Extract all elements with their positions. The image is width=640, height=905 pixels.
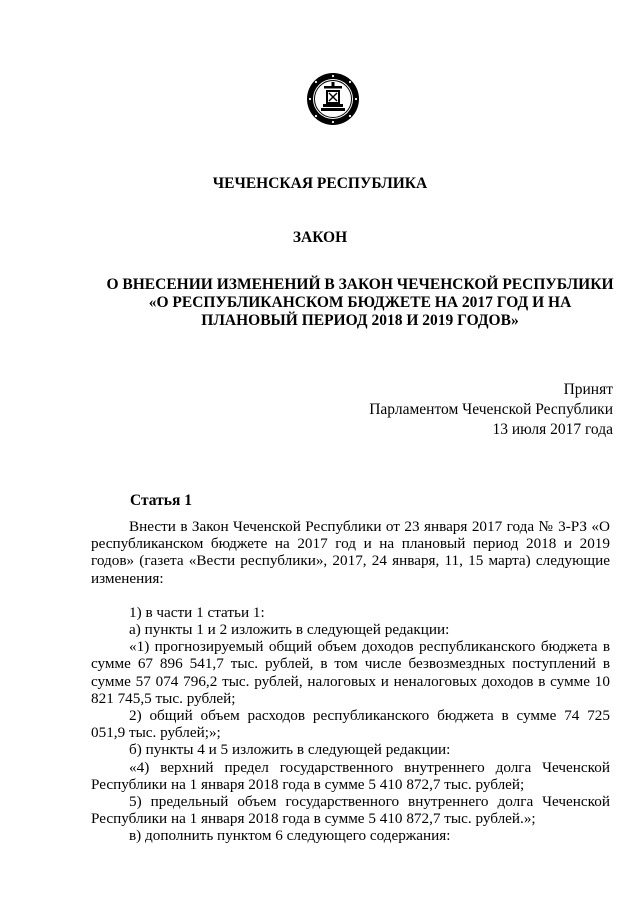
paragraph: «4) верхний предел государственного внутреннего долга Чеченской Республики на 1 января 2018 года в сумме 5 410 872,7 тыс. рублей; — [91, 758, 610, 793]
law-title-line: «О РЕСПУБЛИКАНСКОМ БЮДЖЕТЕ НА 2017 ГОД И НА — [148, 294, 572, 311]
adoption-block — [369, 380, 613, 440]
paragraph: Внести в Закон Чеченской Республики от 23 января 2017 года № 3-РЗ «О республиканском бюджете на 2017 год и на плановый период 2018 и 2019 годов» (газета «Вести республики», 2017, 24 января, 11, 15 марта) следующие изменения: — [91, 518, 610, 587]
law-title — [100, 276, 620, 330]
paragraph: 2) общий объем расходов республиканского бюджета в сумме 74 725 051,9 тыс. рублей;»; — [91, 707, 610, 742]
paragraph: 1) в части 1 статьи 1: — [129, 603, 265, 621]
republic-heading: ЧЕЧЕНСКАЯ РЕСПУБЛИКА — [212, 175, 428, 192]
paragraph: б) пункты 4 и 5 изложить в следующей редакции: — [129, 741, 451, 759]
adoption-line: Принят — [563, 381, 613, 398]
law-title-line: ПЛАНОВЫЙ ПЕРИОД 2018 И 2019 ГОДОВ» — [201, 312, 519, 329]
paragraph: 5) предельный объем государственного внутреннего долга Чеченской Республики на 1 января 2018 года в сумме 5 410 872,7 тыс. рублей.»; — [91, 793, 610, 828]
coat-of-arms-icon — [306, 72, 360, 126]
document-type-heading: ЗАКОН — [292, 229, 348, 246]
paragraph: в) дополнить пунктом 6 следующего содержания: — [129, 827, 451, 845]
paragraph: «1) прогнозируемый общий объем доходов республиканского бюджета в сумме 67 896 541,7 тыс. рублей, в том числе безвозмездных поступлений в сумме 57 074 796,2 тыс. рублей, налоговых и неналоговых доходов в сумме 10 821 745,5 тыс. рублей; — [91, 638, 610, 707]
adoption-date: 13 июля 2017 года — [492, 421, 613, 438]
adoption-line: Парламентом Чеченской Республики — [369, 401, 613, 418]
article-heading: Статья 1 — [130, 492, 192, 509]
article-body — [91, 518, 610, 845]
paragraph: а) пункты 1 и 2 изложить в следующей редакции: — [129, 621, 450, 639]
law-title-line: О ВНЕСЕНИИ ИЗМЕНЕНИЙ В ЗАКОН ЧЕЧЕНСКОЙ РЕСПУБЛИКИ — [106, 276, 614, 293]
